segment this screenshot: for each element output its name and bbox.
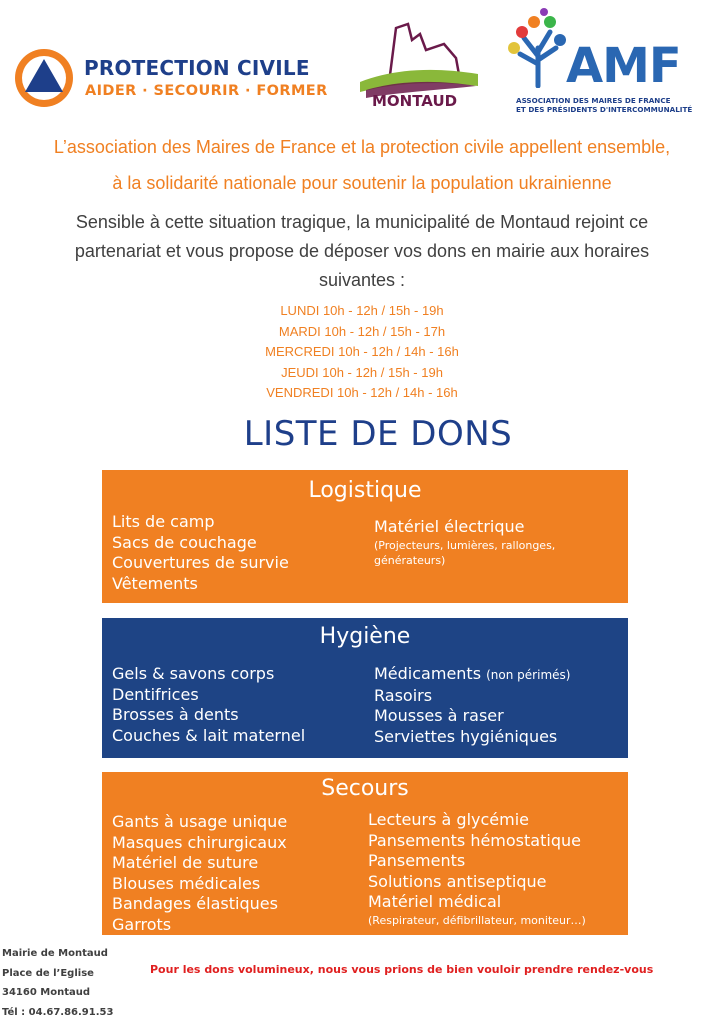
list-item: Vêtements: [112, 573, 198, 593]
hours-wednesday: MERCREDI 10h - 12h / 14h - 16h: [265, 344, 459, 359]
amf-subtitle-line1: ASSOCIATION DES MAIRES DE FRANCE: [516, 96, 671, 105]
protection-civile-title: PROTECTION CIVILE: [84, 56, 310, 80]
protection-civile-emblem-icon: [14, 48, 74, 108]
list-item: Matériel électrique: [374, 517, 525, 536]
list-item: Pansements hémostatique: [368, 830, 581, 850]
list-item-note: (Projecteurs, lumières, rallonges,: [374, 538, 556, 552]
intro-line-2: à la solidarité nationale pour soutenir la population ukrainienne: [112, 173, 612, 193]
address-line: Mairie de Montaud: [2, 948, 108, 959]
amf-tree-icon: [504, 8, 574, 88]
hours-friday: VENDREDI 10h - 12h / 14h - 16h: [266, 385, 458, 400]
list-item: [374, 664, 570, 686]
opening-hours: [0, 301, 724, 404]
secours-title: Secours: [321, 776, 409, 801]
list-item: Mousses à raser: [374, 706, 504, 725]
hygiene-box: [102, 618, 628, 758]
list-item: Dentifrices: [112, 684, 199, 704]
list-item: Lits de camp: [112, 512, 215, 531]
mairie-address: [2, 944, 113, 1022]
montaud-label: MONTAUD: [372, 92, 458, 110]
list-item-label: Médicaments: [374, 664, 482, 683]
hygiene-left-list: [112, 664, 305, 746]
protection-civile-logo: [14, 48, 334, 110]
list-item: Solutions antiseptique: [368, 871, 547, 891]
list-item: Sacs de couchage: [112, 532, 257, 552]
list-item: Masques chirurgicaux: [112, 832, 287, 852]
list-item: Gels & savons corps: [112, 664, 275, 683]
secours-box: [102, 772, 628, 935]
list-item: Couches & lait maternel: [112, 725, 306, 745]
logistique-box: [102, 470, 628, 603]
list-item: Matériel de suture: [112, 853, 259, 872]
list-item-note: (Respirateur, défibrillateur, moniteur…): [368, 913, 586, 927]
list-item: Serviettes hygiéniques: [374, 726, 558, 746]
list-item: Lecteurs à glycémie: [368, 810, 530, 829]
intro-line-1: L’association des Maires de France et la protection civile appellent ensemble,: [53, 137, 671, 157]
list-item: Rasoirs: [374, 685, 433, 705]
list-item: Blouses médicales: [112, 873, 261, 893]
address-line: Place de l’Eglise: [2, 967, 94, 979]
hygiene-title: Hygiène: [319, 624, 411, 649]
logistique-title: Logistique: [308, 478, 422, 503]
hours-tuesday: MARDI 10h - 12h / 15h - 17h: [278, 323, 446, 339]
list-item: Couvertures de survie: [112, 553, 289, 572]
secours-right-list: [368, 810, 586, 928]
list-item: Brosses à dents: [112, 705, 239, 724]
protection-civile-tagline: AIDER · SECOURIR · FORMER: [85, 83, 328, 99]
list-item: Garrots: [112, 914, 172, 934]
amf-subtitle-line2: ET DES PRÉSIDENTS D'INTERCOMMUNALITÉ: [516, 105, 693, 114]
logistique-right-list: [374, 517, 555, 568]
list-item-note: générateurs): [374, 553, 446, 567]
logistique-left-list: [112, 512, 289, 594]
message-line-1: Sensible à cette situation tragique, la municipalité de Montaud rejoint ce: [75, 212, 649, 232]
amf-logo: [504, 8, 718, 114]
address-line: 34160 Montaud: [2, 987, 91, 998]
list-item: Matériel médical: [368, 892, 502, 911]
amf-wordmark: AMF: [566, 38, 681, 94]
list-item-note: (non périmés): [486, 668, 571, 682]
municipality-message: [20, 208, 704, 295]
hours-thursday: JEUDI 10h - 12h / 15h - 19h: [281, 364, 443, 380]
list-item: Bandages élastiques: [112, 894, 278, 913]
secours-left-list: [112, 812, 287, 935]
hours-monday: LUNDI 10h - 12h / 15h - 19h: [280, 303, 444, 318]
list-item: Gants à usage unique: [112, 812, 288, 831]
montaud-logo: [360, 20, 480, 115]
bulky-donations-note: Pour les dons volumineux, nous vous prions de bien vouloir prendre rendez-vous: [150, 963, 654, 976]
list-title: LISTE DE DONS: [243, 414, 513, 454]
address-phone: Tél : 04.67.86.91.53: [2, 1006, 114, 1018]
message-line-3: suivantes :: [318, 270, 406, 290]
message-line-2: partenariat et vous propose de déposer vos dons en mairie aux horaires: [74, 241, 650, 261]
list-item: Pansements: [368, 851, 466, 870]
hygiene-right-list: [374, 664, 570, 747]
